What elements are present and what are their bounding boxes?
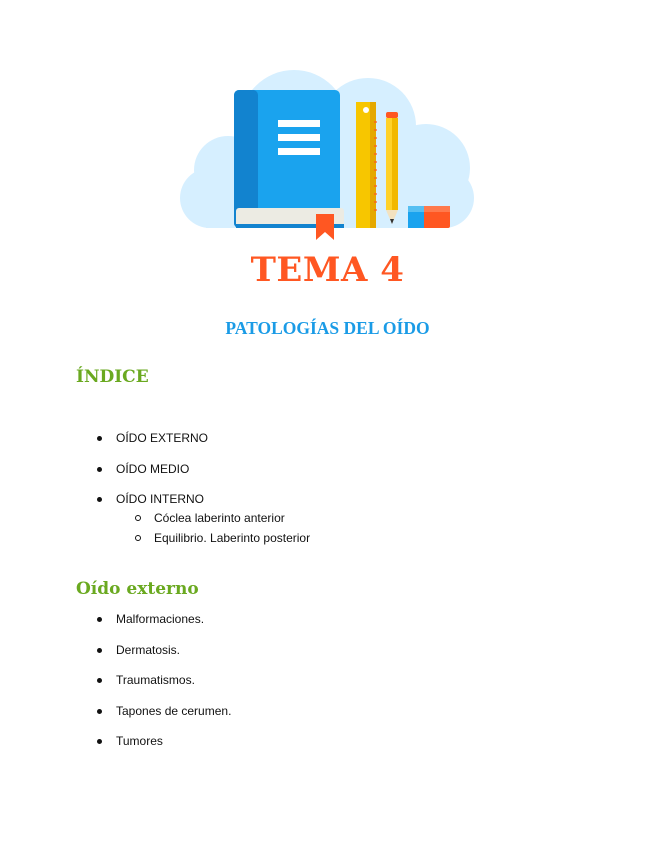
list-item-label: Dermatosis. — [116, 642, 181, 657]
list-item — [94, 430, 310, 446]
bullet-icon — [97, 467, 102, 472]
sub-list-item-label: Cóclea laberinto anterior — [154, 511, 285, 525]
bookmark-ribbon-icon — [316, 214, 334, 240]
list-item-label: OÍDO INTERNO — [116, 492, 205, 506]
page-subtitle: PATOLOGÍAS DEL OÍDO — [225, 318, 430, 338]
book-icon — [234, 90, 344, 228]
bullet-icon — [97, 678, 102, 683]
hollow-bullet-icon — [135, 535, 141, 541]
list-item — [94, 461, 310, 477]
index-list — [94, 430, 310, 561]
list-item-label: OÍDO MEDIO — [116, 461, 190, 476]
pencil-icon — [386, 112, 398, 224]
bullet-icon — [97, 436, 102, 441]
list-item — [94, 491, 310, 546]
sub-list-item-label: Equilibrio. Laberinto posterior — [154, 531, 311, 545]
sub-list — [116, 510, 310, 546]
page-title: TEMA 4 — [250, 250, 405, 290]
list-item — [94, 642, 231, 658]
bullet-icon — [97, 617, 102, 622]
outer-ear-list — [94, 611, 231, 764]
list-item — [94, 733, 231, 749]
hollow-bullet-icon — [135, 515, 141, 521]
bullet-icon — [97, 739, 102, 744]
list-item-label: Traumatismos. — [116, 673, 195, 687]
list-item-label: OÍDO EXTERNO — [116, 431, 209, 445]
book-illustration-icon — [176, 68, 478, 240]
index-heading: ÍNDICE — [76, 367, 149, 387]
list-item-label: Tumores — [116, 734, 163, 748]
eraser-icon — [408, 206, 450, 228]
bullet-icon — [97, 497, 102, 502]
ruler-icon — [356, 102, 377, 228]
list-item — [94, 611, 231, 627]
bullet-icon — [97, 648, 102, 653]
list-item — [94, 703, 231, 719]
list-item-label: Malformaciones. — [116, 612, 205, 626]
outer-ear-heading: Oído externo — [76, 579, 199, 599]
sub-list-item — [116, 530, 310, 546]
list-item — [94, 672, 231, 688]
bullet-icon — [97, 709, 102, 714]
sub-list-item — [116, 510, 310, 526]
list-item-label: Tapones de cerumen. — [116, 703, 232, 718]
